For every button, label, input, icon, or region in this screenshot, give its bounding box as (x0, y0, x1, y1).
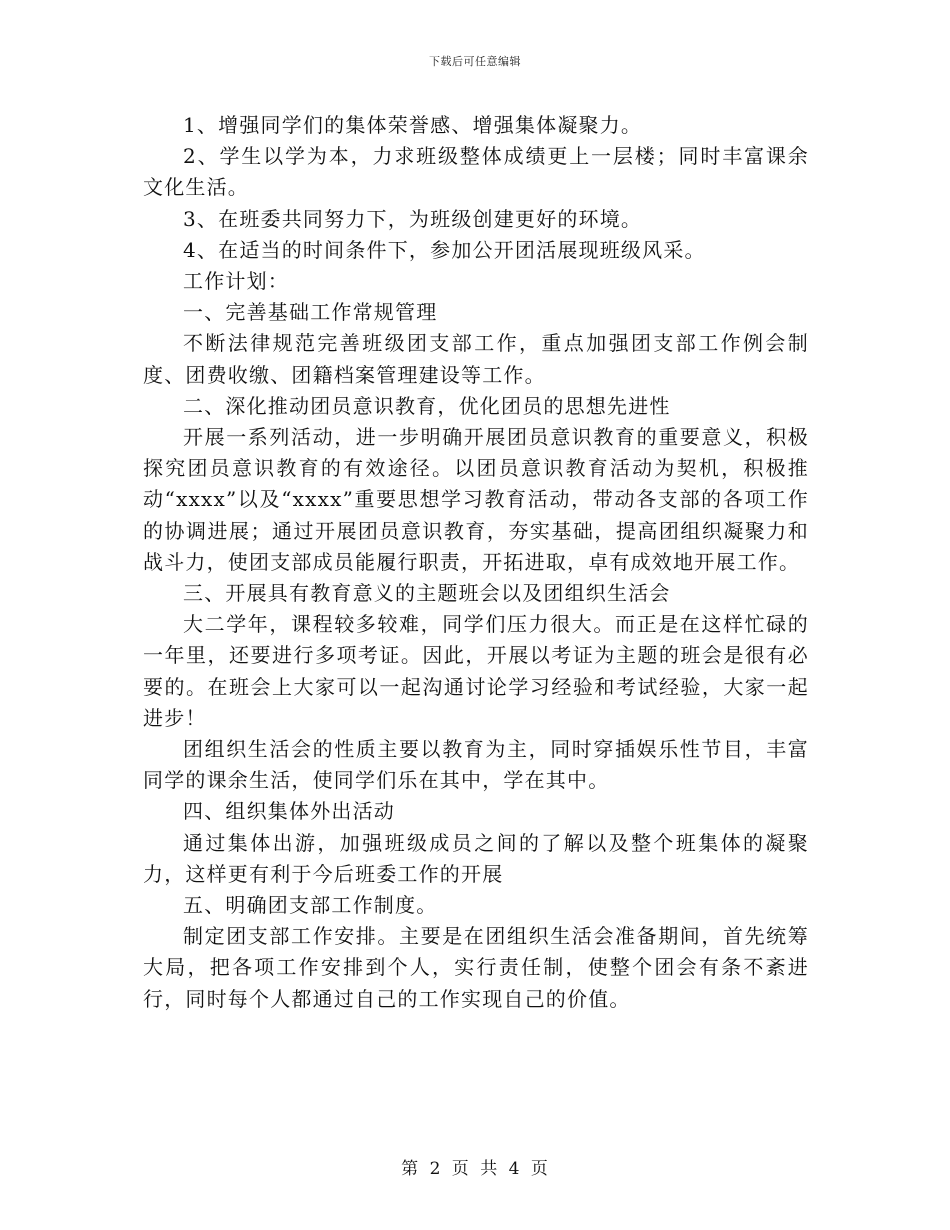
heading-section-2: 二、深化推动团员意识教育，优化团员的思想先进性 (183, 393, 671, 418)
paragraph-goal-3: 3、在班委共同努力下，为班级创建更好的环境。 (183, 206, 643, 231)
paragraph-section-4: 通过集体出游，加强班级成员之间的了解以及整个班集体的凝聚力，这样更有利于今后班委工作的开展 (143, 830, 809, 886)
paragraph-section-3b: 团组织生活会的性质主要以教育为主，同时穿插娱乐性节目，丰富同学的课余生活，使同学们乐在其中，学在其中。 (143, 737, 809, 793)
heading-section-3: 三、开展具有教育意义的主题班会以及团组织生活会 (183, 581, 671, 606)
page-header-note: 下载后可任意编辑 (429, 55, 521, 68)
paragraph-goal-4: 4、在适当的时间条件下，参加公开团活展现班级风采。 (183, 237, 706, 262)
page-number-footer: 第 2 页 共 4 页 (401, 1159, 549, 1179)
paragraph-section-5: 制定团支部工作安排。主要是在团组织生活会准备期间，首先统筹大局，把各项工作安排到个人，实行责任制，使整个团会有条不紊进行，同时每个人都通过自己的工作实现自己的价值。 (143, 924, 809, 1011)
heading-section-4: 四、组织集体外出活动 (183, 799, 395, 824)
paragraph-goal-2: 2、学生以学为本，力求班级整体成绩更上一层楼；同时丰富课余文化生活。 (143, 144, 809, 200)
heading-work-plan: 工作计划： (183, 269, 289, 294)
paragraph-goal-1: 1、增强同学们的集体荣誉感、增强集体凝聚力。 (183, 113, 643, 137)
paragraph-section-2: 开展一系列活动，进一步明确开展团员意识教育的重要意义，积极探究团员意识教育的有效途径。以团员意识教育活动为契机，积极推动“xxxx”以及“xxxx”重要思想学习教育活动，带动各支部的各项工作的协调进展；通过开展团员意识教育，夯实基础，提高团组织凝聚力和战斗力，使团支部成员能履行职责，开拓进取，卓有成效地开展工作。 (143, 425, 809, 574)
heading-section-5: 五、明确团支部工作制度。 (183, 893, 438, 918)
heading-section-1: 一、完善基础工作常规管理 (183, 300, 438, 325)
document-body (143, 110, 809, 1015)
paragraph-section-1: 不断法律规范完善班级团支部工作，重点加强团支部工作例会制度、团费收缴、团籍档案管理建设等工作。 (143, 331, 809, 387)
paragraph-section-3a: 大二学年，课程较多较难，同学们压力很大。而正是在这样忙碌的一年里，还要进行多项考证。因此，开展以考证为主题的班会是很有必要的。在班会上大家可以一起沟通讨论学习经验和考试经验，大家一起进步！ (143, 612, 809, 730)
